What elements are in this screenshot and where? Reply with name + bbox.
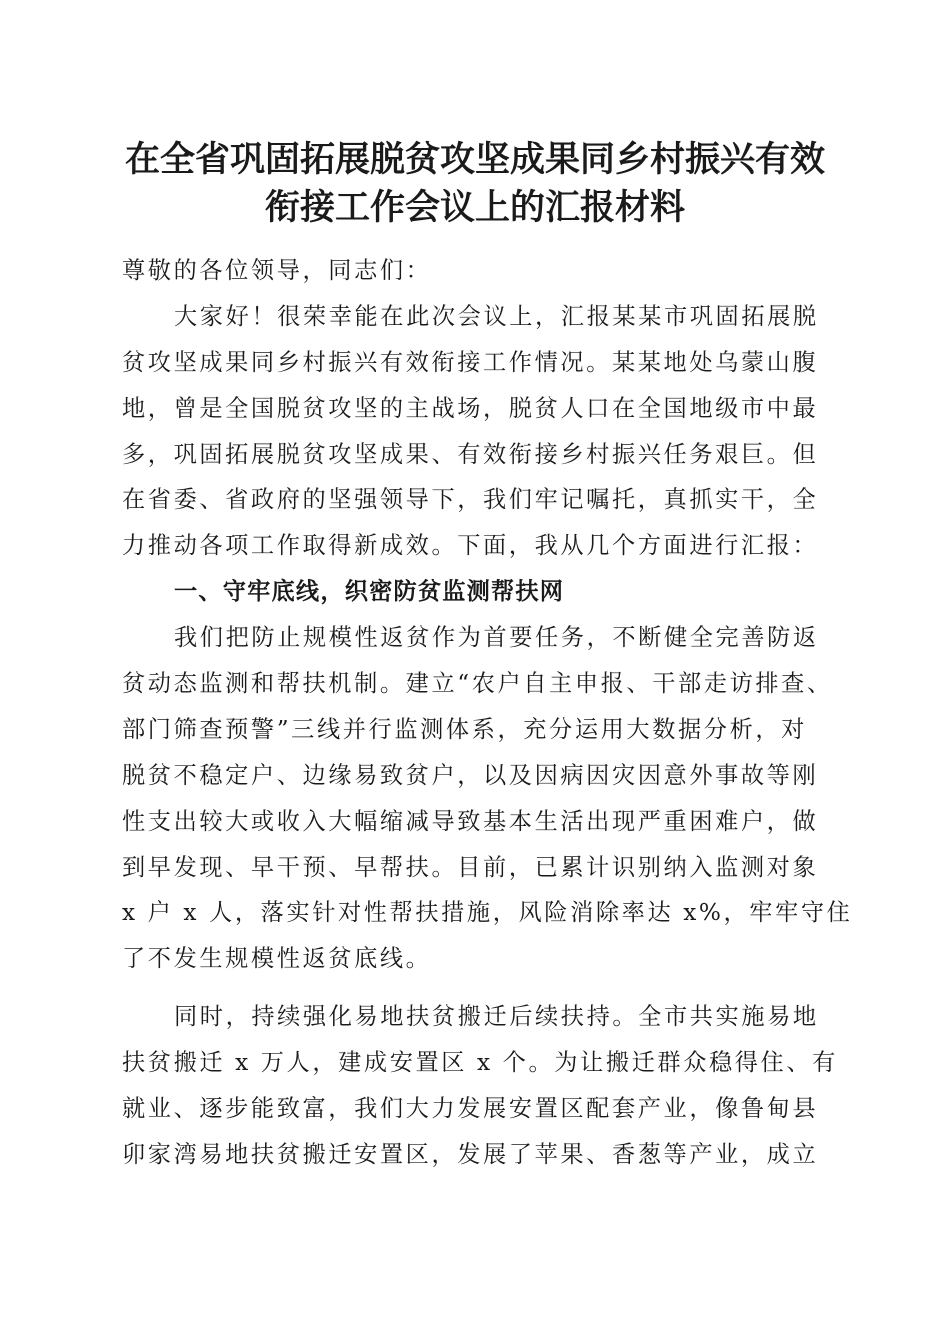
section-heading-1: 一、守牢底线，织密防贫监测帮扶网 [174, 578, 565, 606]
paragraph-2-line: 脱贫不稳定户、边缘易致贫户，以及因病因灾因意外事故等刚 [122, 761, 819, 789]
paragraph-1-line: 地，曾是全国脱贫攻坚的主战场，脱贫人口在全国地级市中最 [122, 394, 819, 422]
paragraph-2-line: 到早发现、早干预、早帮扶。目前，已累计识别纳入监测对象 [122, 853, 819, 881]
paragraph-1-line: 在省委、省政府的坚强领导下，我们牢记嘱托，真抓实干，全 [122, 486, 819, 514]
paragraph-3-line: 卯家湾易地扶贫搬迁安置区，发展了苹果、香葱等产业，成立 [122, 1140, 819, 1168]
paragraph-3-line: 同时，持续强化易地扶贫搬迁后续扶持。全市共实施易地 [174, 1003, 819, 1031]
paragraph-3-line: 扶贫搬迁 x 万人，建成安置区 x 个。为让搬迁群众稳得住、有 [122, 1049, 838, 1077]
paragraph-1-line: 力推动各项工作取得新成效。下面，我从几个方面进行汇报： [122, 532, 819, 560]
document-title-line-1: 在全省巩固拓展脱贫攻坚成果同乡村振兴有效 [124, 139, 825, 180]
paragraph-2-line: 贫动态监测和帮扶机制。建立“农户自主申报、干部走访排查、 [122, 670, 833, 698]
paragraph-2-line: 我们把防止规模性返贫作为首要任务，不断健全完善防返 [174, 624, 819, 652]
paragraph-2-line: 了不发生规模性返贫底线。 [122, 945, 432, 973]
paragraph-1-line: 多，巩固拓展脱贫攻坚成果、有效衔接乡村振兴任务艰巨。但 [122, 440, 819, 468]
salutation: 尊敬的各位领导，同志们： [122, 257, 432, 284]
paragraph-3-line: 就业、逐步能致富，我们大力发展安置区配套产业，像鲁甸县 [122, 1095, 819, 1123]
paragraph-2-line: x 户 x 人，落实针对性帮扶措施，风险消除率达 x%，牢牢守住 [122, 899, 853, 927]
paragraph-1-line: 大家好！很荣幸能在此次会议上，汇报某某市巩固拓展脱 [174, 302, 819, 330]
paragraph-2-line: 性支出较大或收入大幅缩减导致基本生活出现严重困难户，做 [122, 807, 819, 835]
document-body [122, 248, 853, 1178]
document-title-line-2: 衔接工作会议上的汇报材料 [264, 187, 685, 228]
paragraph-2-line: 部门筛查预警”三线并行监测体系，充分运用大数据分析，对 [122, 715, 807, 743]
paragraph-1-line: 贫攻坚成果同乡村振兴有效衔接工作情况。某某地处乌蒙山腹 [122, 348, 819, 376]
paragraph-spacer [122, 982, 834, 994]
